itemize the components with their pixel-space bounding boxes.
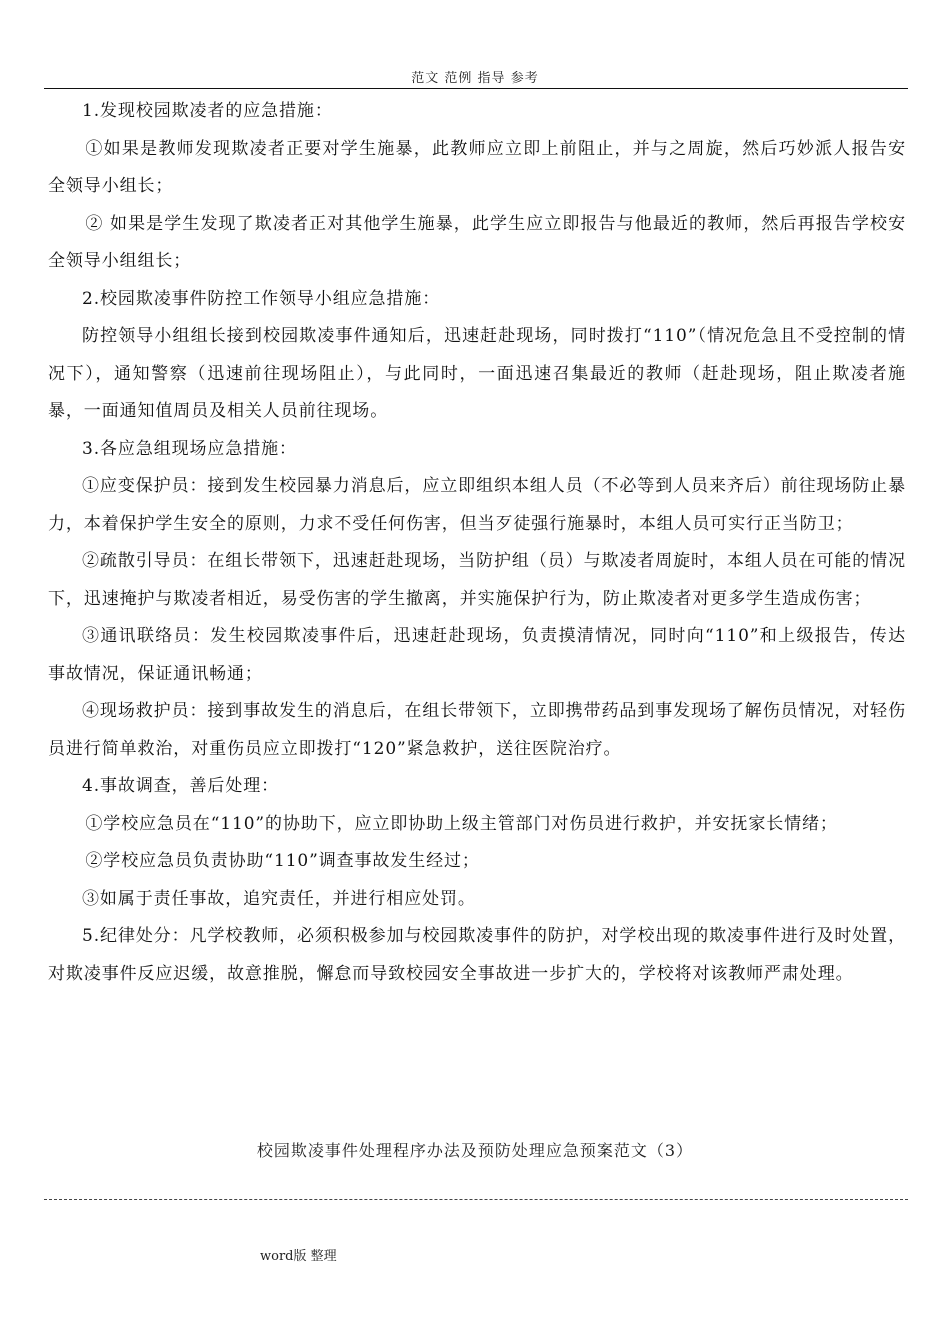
page-header: 范文 范例 指导 参考 xyxy=(411,71,539,86)
section-heading-5: 5.纪律处分：凡学校教师，必须积极参加与校园欺凌事件的防护，对学校出现的欺凌事件进行及时处置，对欺凌事件反应迟缓，故意推脱，懈怠而导致校园安全事故进一步扩大的，学校将对该教师严肃处理。 xyxy=(48,926,906,984)
paragraph: ①学校应急员在“110”的协助下，应立即协助上级主管部门对伤员进行救护，并安抚家长情绪； xyxy=(85,813,838,834)
document-subtitle: 校园欺凌事件处理程序办法及预防处理应急预案范文（3） xyxy=(256,1141,694,1160)
section-heading-4: 4.事故调查，善后处理： xyxy=(82,776,280,796)
paragraph: ③通讯联络员：发生校园欺凌事件后，迅速赶赴现场，负责摸清情况，同时向“110”和上级报告，传达事故情况，保证通讯畅通； xyxy=(48,626,906,684)
footer-dashed-rule xyxy=(44,1199,908,1200)
section-heading-3: 3.各应急组现场应急措施： xyxy=(82,438,297,459)
paragraph: ①如果是教师发现欺凌者正要对学生施暴，此教师应立即上前阻止，并与之周旋，然后巧妙派人报告安全领导小组长； xyxy=(48,138,906,196)
paragraph: ④现场救护员：接到事故发生的消息后，在组长带领下，立即携带药品到事发现场了解伤员情况，对轻伤员进行简单救治，对重伤员应立即拨打“120”紧急救护，送往医院治疗。 xyxy=(48,701,906,759)
header-rule xyxy=(44,88,908,89)
paragraph: ②学校应急员负责协助“110”调查事故发生经过； xyxy=(85,851,480,871)
paragraph: ①应变保护员：接到发生校园暴力消息后，应立即组织本组人员（不必等到人员来齐后）前往现场防止暴力，本着保护学生安全的原则，力求不受任何伤害，但当歹徒强行施暴时，本组人员可实行正当防卫； xyxy=(48,476,906,534)
section-heading-2: 2.校园欺凌事件防控工作领导小组应急措施： xyxy=(82,288,441,309)
paragraph: 防控领导小组组长接到校园欺凌事件通知后，迅速赶赴现场，同时拨打“110”（情况危急且不受控制的情况下），通知警察（迅速前往现场阻止），与此同时，一面迅速召集最近的教师（赶赴现场，阻止欺凌者施暴，一面通知值周员及相关人员前往现场。 xyxy=(48,326,906,421)
paragraph: ② 如果是学生发现了欺凌者正对其他学生施暴，此学生应立即报告与他最近的教师，然后再报告学校安全领导小组组长； xyxy=(48,213,906,271)
document-body xyxy=(48,93,906,993)
paragraph: ③如属于责任事故，追究责任，并进行相应处罚。 xyxy=(82,888,476,909)
page-footer: word版 整理 xyxy=(260,1249,337,1264)
paragraph: ②疏散引导员：在组长带领下，迅速赶赴现场，当防护组（员）与欺凌者周旋时，本组人员在可能的情况下，迅速掩护与欺凌者相近，易受伤害的学生撤离，并实施保护行为，防止欺凌者对更多学生造成伤害； xyxy=(48,551,906,609)
section-heading-1: 1.发现校园欺凌者的应急措施： xyxy=(82,101,333,121)
